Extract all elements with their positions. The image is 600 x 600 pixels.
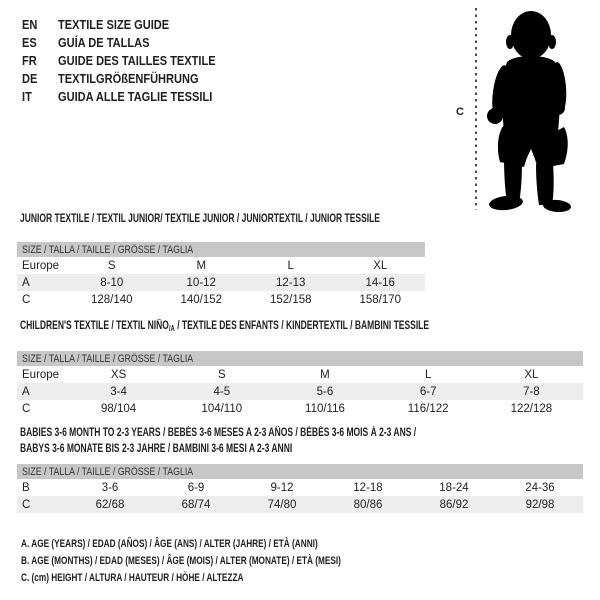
row-label: Europe xyxy=(22,259,60,272)
footnote-a: A. AGE (YEARS) / EDAD (AÑOS) / ÂGE (ANS) / ALTER (JAHRE) / ETÀ (ANNI) xyxy=(21,538,318,550)
age-cell: 6-7 xyxy=(377,383,480,400)
row-label: C xyxy=(17,496,67,513)
height-cell: 110/116 xyxy=(305,402,345,415)
height-cell: 158/170 xyxy=(359,293,402,306)
junior-size-table xyxy=(17,242,425,308)
height-cell: 140/152 xyxy=(180,293,223,306)
size-cell: XS xyxy=(110,368,127,381)
guide-title: GUIDE DES TAILLES TEXTILE xyxy=(58,52,216,68)
age-cell: 18-24 xyxy=(439,481,469,494)
age-cell: 9-12 xyxy=(270,481,294,494)
age-cell: 3-4 xyxy=(67,383,170,400)
height-cell: 104/110 xyxy=(201,402,243,415)
language-code: ES xyxy=(22,34,37,50)
table-row xyxy=(17,383,583,400)
age-cell: 10-12 xyxy=(157,274,247,291)
footnotes xyxy=(21,536,448,587)
table-header-row xyxy=(17,464,583,479)
height-measure-dotted-line xyxy=(475,8,477,210)
size-header-bar: SIZE / TALLA / TAILLE / GRÖSSE / TAGLIA xyxy=(17,242,425,257)
list-item xyxy=(22,33,243,51)
age-cell: 5-6 xyxy=(273,383,376,400)
row-label: B xyxy=(22,481,30,494)
height-cell: 122/128 xyxy=(510,402,553,415)
height-cell: 74/80 xyxy=(239,496,325,513)
guide-title: TEXTILGRÖßENFÜHRUNG xyxy=(58,70,199,86)
size-header-bar: SIZE / TALLA / TAILLE / GRÖSSE / TAGLIA xyxy=(17,351,583,366)
row-label: A xyxy=(17,383,67,400)
size-cell: L xyxy=(287,259,294,272)
guide-title: TEXTILE SIZE GUIDE xyxy=(58,16,170,32)
size-cell: S xyxy=(107,259,116,272)
children-section-title: CHILDREN'S TEXTILE / TEXTIL NIÑO/A / TEXTILE DES ENFANTS / KINDERTEXTIL / BAMBINI TESSILE xyxy=(20,320,430,333)
row-label: Europe xyxy=(22,368,60,381)
height-cell: 152/158 xyxy=(269,293,312,306)
children-size-table xyxy=(17,351,583,417)
age-cell: 6-9 xyxy=(187,481,205,494)
height-cell: 116/122 xyxy=(407,402,449,415)
language-code: IT xyxy=(22,88,32,104)
height-cell: 128/140 xyxy=(90,293,133,306)
age-cell: 4-5 xyxy=(170,383,273,400)
table-header-row xyxy=(17,242,425,257)
babies-section-title-line2: BABYS 3-6 MONATE BIS 2-3 JAHRE / BAMBINI 3-6 MESI A 2-3 ANNI xyxy=(20,443,293,455)
list-item xyxy=(22,51,243,69)
row-label: C xyxy=(22,402,31,415)
table-row xyxy=(17,291,425,308)
row-label: A xyxy=(17,274,67,291)
height-cell: 86/92 xyxy=(411,496,497,513)
size-cell: XL xyxy=(524,368,539,381)
language-code: FR xyxy=(22,52,37,68)
height-cell: 92/98 xyxy=(497,496,583,513)
age-cell: 12-13 xyxy=(246,274,336,291)
table-row xyxy=(17,274,425,291)
guide-title: GUIDA ALLE TAGLIE TESSILI xyxy=(58,88,213,104)
height-cell: 98/104 xyxy=(101,402,137,415)
row-label: C xyxy=(22,293,31,306)
subscript-text: /A xyxy=(168,324,175,333)
babies-size-table xyxy=(17,464,583,513)
size-cell: M xyxy=(196,259,207,272)
height-cell: 68/74 xyxy=(153,496,239,513)
size-cell: XL xyxy=(373,259,388,272)
height-cell: 80/86 xyxy=(325,496,411,513)
language-guide-list xyxy=(22,15,243,105)
language-code: DE xyxy=(22,70,38,86)
babies-section-title-line1: BABIES 3-6 MONTH TO 2-3 YEARS / BEBÉS 3-6 MESES A 2-3 AÑOS / BÉBÉS 3-6 MOIS À 2-3 ANS / xyxy=(20,427,417,439)
table-row xyxy=(17,257,425,274)
age-cell: 14-16 xyxy=(336,274,426,291)
height-marker-label: C xyxy=(456,106,464,118)
age-cell: 8-10 xyxy=(67,274,157,291)
table-header-row xyxy=(17,351,583,366)
size-cell: M xyxy=(320,368,330,381)
size-header-bar: SIZE / TALLA / TAILLE / GRÖSSE / TAGLIA xyxy=(17,464,583,479)
footnote-b: B. AGE (MONTHS) / EDAD (MESES) / ÂGE (MOIS) / ALTER (MONATE) / ETÀ (MESI) xyxy=(21,555,341,567)
age-cell: 12-18 xyxy=(353,481,383,494)
junior-section-title: JUNIOR TEXTILE / TEXTIL JUNIOR/ TEXTILE JUNIOR / JUNIORTEXTIL / JUNIOR TESSILE xyxy=(20,213,380,225)
table-row xyxy=(17,479,583,496)
height-cell: 62/68 xyxy=(67,496,153,513)
size-cell: S xyxy=(217,368,226,381)
table-row xyxy=(17,366,583,383)
list-item xyxy=(22,87,243,105)
language-code: EN xyxy=(22,16,38,32)
toddler-silhouette-icon xyxy=(480,0,600,215)
age-cell: 24-36 xyxy=(525,481,555,494)
list-item xyxy=(22,15,243,33)
age-cell: 3-6 xyxy=(101,481,119,494)
list-item xyxy=(22,69,243,87)
table-row xyxy=(17,496,583,513)
table-row xyxy=(17,400,583,417)
age-cell: 7-8 xyxy=(480,383,583,400)
footnote-c: C. (cm) HEIGHT / ALTURA / HAUTEUR / HÖHE / ALTEZZA xyxy=(21,572,244,584)
guide-title: GUÍA DE TALLAS xyxy=(58,34,150,50)
size-cell: L xyxy=(424,368,432,381)
